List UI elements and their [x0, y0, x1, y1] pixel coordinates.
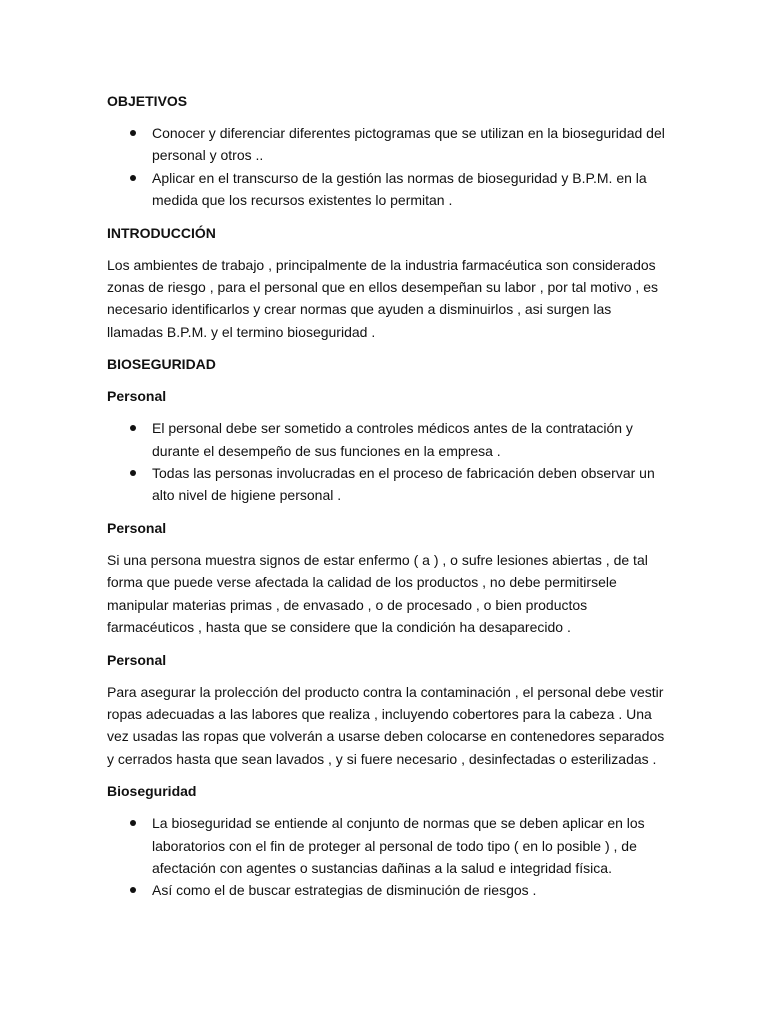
heading-objetivos: OBJETIVOS: [107, 93, 188, 109]
list-item-text: Aplicar en el transcurso de la gestión las normas de bioseguridad y B.P.M. en la medida que los recursos existentes lo permitan .: [152, 169, 647, 209]
bullet-icon: [130, 175, 136, 181]
list-item: [107, 812, 667, 879]
subheading-personal-2: Personal: [107, 519, 167, 536]
list-item: [107, 462, 667, 507]
paragraph-personal-2: Si una persona muestra signos de estar enfermo ( a ) , o sufre lesiones abiertas , de tal forma que puede verse afectada la calidad de los productos , no debe permitirsele manipular materias primas , de envasado , o de procesado , o bien productos farmacéuticos , hasta que se considere que la condición ha desaparecido .: [107, 551, 648, 636]
subheading-personal-3: Personal: [107, 651, 167, 668]
subheading-bioseguridad: Bioseguridad: [107, 783, 197, 800]
list-item: [107, 417, 667, 462]
list-item: [107, 122, 667, 167]
bullet-icon: [130, 820, 136, 826]
list-item: [107, 879, 667, 901]
bullet-icon: [130, 130, 136, 136]
list-item-text: Conocer y diferenciar diferentes pictogramas que se utilizan en la bioseguridad del personal y otros ..: [152, 125, 665, 164]
paragraph-introduccion: Los ambientes de trabajo , principalmente de la industria farmacéutica son considerados zonas de riesgo , para el personal que en ellos desempeñan su labor , por tal motivo , es necesario identificarlos y crear normas que ayuden a disminuirlos , asi surgen las llamadas B.P.M. y el termino bioseguridad .: [107, 256, 658, 340]
heading-introduccion: INTRODUCCIÓN: [107, 224, 216, 241]
paragraph-personal-3: Para asegurar la prolección del producto contra la contaminación , el personal debe vestir ropas adecuadas a las labores que realiza , incluyendo cobertores para la cabeza . Una vez usadas las ropas que volverán a usarse deben colocarse en contenedores separados y cerrados hasta que sean lavados , y si fuere necesario , desinfectadas o esterilizadas .: [107, 683, 665, 767]
list-item: [107, 167, 667, 212]
list-item-text: Así como el de buscar estrategias de disminución de riesgos .: [152, 882, 537, 899]
bioseguridad-list: [107, 812, 667, 902]
list-item-text: El personal debe ser sometido a controles médicos antes de la contratación y durante el desempeño de sus funciones en la empresa .: [152, 420, 633, 459]
bullet-icon: [130, 470, 136, 476]
objetivos-list: [107, 122, 667, 212]
heading-bioseguridad: BIOSEGURIDAD: [107, 356, 216, 373]
list-item-text: Todas las personas involucradas en el proceso de fabricación deben observar un alto nivel de higiene personal .: [152, 465, 655, 504]
list-item-text: La bioseguridad se entiende al conjunto de normas que se deben aplicar en los laboratorios con el fin de proteger al personal de todo tipo ( en lo posible ) , de afectación con agentes o sustancias dañinas a la salud e integridad física.: [152, 815, 645, 876]
subheading-personal-1: Personal: [107, 388, 167, 405]
personal-list: [107, 417, 667, 507]
bullet-icon: [130, 425, 136, 431]
bullet-icon: [130, 887, 136, 893]
document-page: [107, 90, 667, 912]
